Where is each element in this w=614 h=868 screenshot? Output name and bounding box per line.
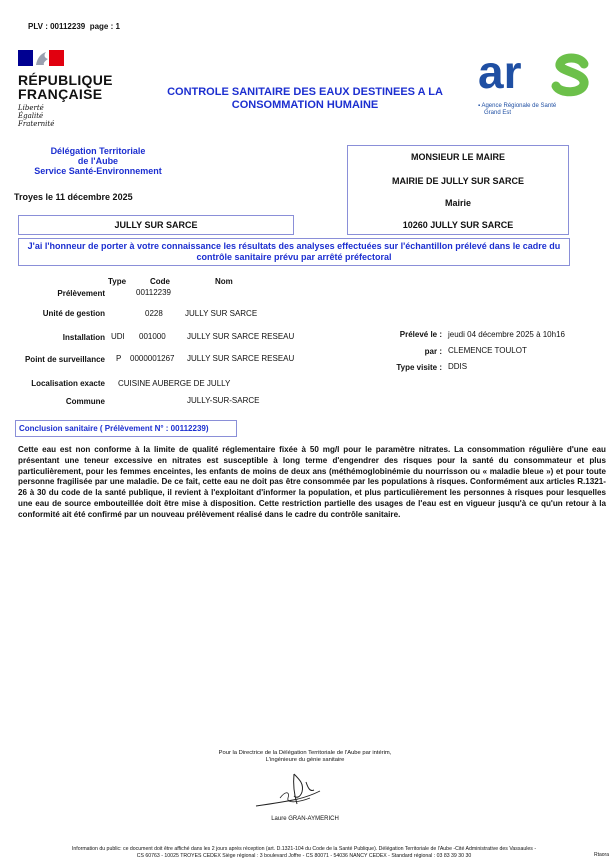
signatory-name: Laure GRAN-AYMERICH [271, 816, 339, 822]
motto-liberte: Liberté [18, 104, 44, 112]
svg-text:ar: ar [478, 50, 522, 98]
commune-value: JULLY-SUR-SARCE [187, 396, 260, 405]
motto-egalite: Égalité [18, 112, 44, 120]
motto-fraternite: Fraternité [18, 120, 55, 128]
footer-line1: Information du public: ce document doit être affiché dans les 2 jours après réception (art. D.1321-104 du Code de la Santé Publique). Délégation Territoriale de l'Aube -Cité Administrative des Vassaules - [71, 846, 537, 852]
footer-info [4, 846, 604, 860]
recipient-org: MAIRIE DE JULLY SUR SARCE [391, 176, 525, 186]
ars-tagline1: ▪ Agence Régionale de Santé [478, 103, 557, 109]
ars-tagline2: Grand Est [484, 110, 512, 116]
ars-logo [476, 50, 606, 120]
recipient-dept: Mairie [444, 198, 471, 208]
preleve-label: Prélevé le : [399, 330, 442, 339]
point-type: P [116, 354, 122, 363]
conclusion-title: Conclusion sanitaire ( Prélèvement N° : 00112239) [15, 420, 237, 437]
signature-block [180, 750, 430, 764]
unite-nom: JULLY SUR SARCE [185, 309, 258, 318]
intro-text: J'ai l'honneur de porter à votre connaissance les résultats des analyses effectuées sur l'échantillon prélevé dans le cadre du contrôle sanitaire prévu par arrêté préfectoral [18, 238, 570, 266]
localisation-value: CUISINE AUBERGE DE JULLY [118, 379, 231, 388]
preleve-value: jeudi 04 décembre 2025 à 10h16 [448, 330, 565, 339]
type-visite-label: Type visite : [396, 363, 442, 372]
conclusion-text: Cette eau est non conforme à la limite de qualité réglementaire fixée à 50 mg/l pour le paramètre nitrates. La consommation régulière d'une eau présentant une teneur excessive en nitrates est susceptible à long terme d'engendrer des risques pour la santé du consommateur et plus particulièrement, pour les femmes enceintes, les enfants de moins de deux ans (méthémoglobinémie du nourrisson ou « maladie bleue ») et pour toute personne fragilisée par une maladie. De ce fait, cette eau ne doit pas être consommée par les populations à risques. Conformément aux articles R.1321-26 à 30 du code de la santé publique, il revient à l'exploitant d'informer la population, et plus particulièrement les personnes à risques pour lesquelles une eau de source embouteillée doit être mise à disposition. Cette restriction partielle des usages de l'eau est en vigueur jusqu'à ce qu'un retour à la conformité ait été confirmé par un nouveau prélèvement réalisé dans le cadre du contrôle sanitaire. [18, 445, 606, 519]
installation-code: 001000 [139, 332, 166, 341]
par-value: CLEMENCE TOULOT [448, 346, 527, 355]
republic-line2: FRANÇAISE [18, 86, 103, 102]
republic-line1: RÉPUBLIQUE [18, 72, 113, 88]
unite-code: 0228 [145, 309, 163, 318]
localisation-label: Localisation exacte [31, 379, 105, 388]
ars-logo-icon [476, 50, 596, 102]
prelevement-label: Prélèvement [57, 289, 105, 298]
document-date: Troyes le 11 décembre 2025 [14, 192, 133, 202]
col-nom-header: Nom [215, 277, 233, 286]
par-label: par : [424, 347, 442, 356]
marianne-flag-icon [18, 50, 64, 66]
commune-label: Commune [65, 397, 105, 406]
point-nom: JULLY SUR SARCE RESEAU [187, 354, 295, 363]
recipient-name: MONSIEUR LE MAIRE [410, 152, 505, 162]
col-type-header: Type [108, 277, 127, 286]
type-visite-value: DDIS [448, 362, 468, 371]
point-label: Point de surveillance [24, 355, 105, 364]
signature-line2: L'ingénieure du génie sanitaire [265, 757, 345, 763]
unite-label: Unité de gestion [42, 309, 105, 318]
col-code-header: Code [150, 277, 170, 286]
point-code: 0000001267 [130, 354, 175, 363]
recipient-box [347, 145, 569, 235]
signature-line1: Pour la Directrice de la Délégation Territoriale de l'Aube par intérim, [218, 750, 392, 756]
installation-nom: JULLY SUR SARCE RESEAU [187, 332, 295, 341]
handwritten-signature [250, 768, 340, 812]
prelevement-code: 00112239 [136, 288, 171, 297]
installation-label: Installation [62, 333, 105, 342]
edition-code: Rtaora [594, 852, 610, 858]
commune-box: JULLY SUR SARCE [18, 215, 294, 235]
installation-type: UDI [111, 332, 125, 341]
plv-number: PLV : 00112239 page : 1 [28, 22, 120, 31]
recipient-address: 10260 JULLY SUR SARCE [402, 220, 514, 230]
footer-line2: CS 60763 - 10025 TROYES CEDEX Siège régional : 3 boulevard Joffre - CS 80071 - 54036 NANCY CEDEX - Standard régional : 03 83 39 30 30 [136, 853, 472, 859]
document-title: CONTROLE SANITAIRE DES EAUX DESTINEES A LA CONSOMMATION HUMAINE [167, 86, 443, 111]
sender-block: Délégation Territoriale de l'Aube Service Santé-Environnement [34, 146, 162, 176]
republique-francaise-logo [18, 50, 138, 130]
